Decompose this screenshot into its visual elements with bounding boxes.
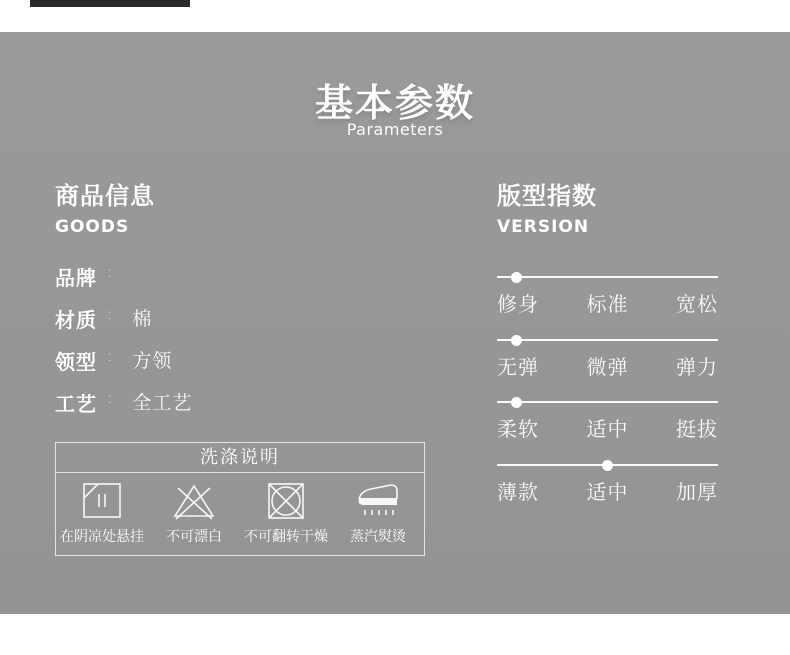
slider-label-left: 柔软 — [497, 417, 539, 441]
slider-track — [497, 339, 718, 341]
slider-label-left: 修身 — [497, 292, 539, 316]
slider-label-right: 宽松 — [676, 292, 718, 316]
attribute-value: 棉 — [132, 308, 153, 330]
slider-track — [497, 401, 718, 403]
attribute-label: 工艺 — [55, 392, 97, 416]
do-not-tumble-dry-icon — [266, 481, 306, 521]
attribute-separator: : — [107, 346, 113, 365]
section-subtitle: Parameters — [346, 120, 444, 139]
section-title: 基本参数 — [314, 81, 475, 125]
goods-title: 商品信息 — [55, 182, 155, 210]
slider-label-middle: 微弹 — [586, 355, 629, 379]
wash-item-no-bleach — [148, 473, 240, 557]
slider-track — [497, 276, 718, 278]
version-subtitle: VERSION — [497, 217, 590, 237]
washing-icons-row — [56, 473, 424, 557]
goods-attributes — [55, 262, 192, 430]
slider-labels — [497, 413, 718, 442]
wash-item-steam-iron — [332, 473, 424, 557]
slider-label-right: 加厚 — [676, 480, 718, 504]
slider-label-left: 薄款 — [497, 480, 539, 504]
slider-softness — [497, 397, 718, 452]
slider-stretch — [497, 335, 718, 390]
slider-label-right: 弹力 — [676, 355, 718, 379]
wash-item-label: 不可漂白 — [166, 529, 222, 545]
attribute-value: 方领 — [132, 350, 173, 372]
goods-row-collar — [55, 346, 192, 388]
attribute-label: 材质 — [55, 308, 97, 332]
version-title: 版型指数 — [497, 182, 597, 210]
goods-row-craft — [55, 388, 192, 430]
hang-dry-in-shade-icon — [80, 481, 124, 521]
version-header — [497, 176, 597, 237]
slider-thickness — [497, 460, 718, 515]
slider-labels — [497, 476, 718, 505]
wash-item-label: 蒸汽熨烫 — [350, 529, 406, 545]
slider-dot — [511, 272, 522, 283]
parameters-section — [0, 32, 790, 614]
attribute-label: 品牌 — [55, 266, 97, 290]
slider-labels — [497, 351, 718, 380]
wash-item-hang-dry — [56, 473, 148, 557]
slider-dot — [602, 460, 613, 471]
slider-label-middle: 标准 — [586, 292, 629, 316]
wash-item-no-tumble-dry — [240, 473, 332, 557]
previous-section-edge — [30, 0, 190, 7]
attribute-separator: : — [107, 304, 113, 323]
wash-item-label: 在阴凉处悬挂 — [60, 529, 144, 545]
wash-item-label: 不可翻转干燥 — [244, 529, 328, 545]
goods-row-brand — [55, 262, 192, 304]
slider-labels — [497, 288, 718, 317]
goods-row-material — [55, 304, 192, 346]
slider-dot — [511, 335, 522, 346]
washing-title: 洗涤说明 — [56, 443, 424, 473]
slider-fit — [497, 272, 718, 327]
goods-header — [55, 176, 155, 237]
steam-iron-icon — [355, 481, 401, 521]
attribute-label: 领型 — [55, 350, 97, 374]
attribute-separator: : — [107, 388, 113, 407]
slider-label-middle: 适中 — [586, 480, 629, 504]
slider-label-right: 挺拔 — [676, 417, 718, 441]
slider-dot — [511, 397, 522, 408]
attribute-value: 全工艺 — [132, 392, 193, 414]
do-not-bleach-icon — [171, 481, 217, 521]
washing-instructions-box — [55, 442, 425, 556]
slider-label-left: 无弹 — [497, 355, 539, 379]
slider-label-middle: 适中 — [586, 417, 629, 441]
goods-subtitle: GOODS — [55, 217, 130, 237]
attribute-separator: : — [107, 262, 113, 281]
